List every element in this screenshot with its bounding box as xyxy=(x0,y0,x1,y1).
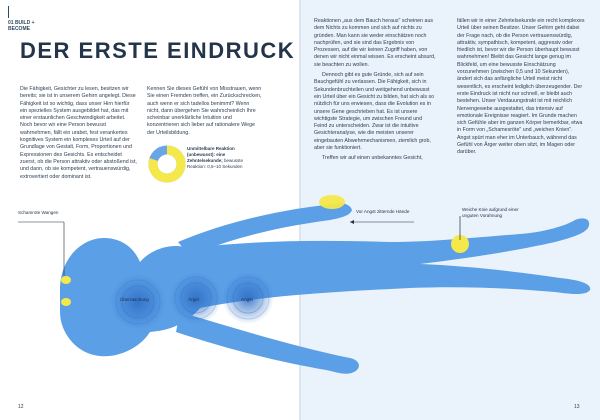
paragraph: Treffen wir auf einen unbekanntes Gesicht, xyxy=(322,155,423,162)
donut-caption xyxy=(187,146,247,170)
hand-pointer-arrow xyxy=(350,220,354,224)
paragraph: fällen wir in einer Zehntelsekunde ein recht komplexes Urteil über seinen Besitzer. Unser Gehirn geht dabei der Frage nach, ob die Person vertrauenswürdig, attraktiv, sympathisch, kompetent, aggressiv oder friedlich ist, bevor wir die Person überhaupt bewusst wahrnehmen! Bleibt das Gesicht lange genug im Blickfeld, um eine bewusste Einschätzung vorzunehmen (zwischen 0,5 und 10 Sekunden), ändert sich das anfängliche Urteil meist nicht wesentlich, es erscheint lediglich überzeugender. Der erste Eindruck ist nicht nur schnell, er bleibt auch bestehen. Unser Verdauungstrakt ist mit reichlich Nervengewebe ausgestattet, das intensiv auf emotionale Ereignisse reagiert. Im Grunde machen sich Gefühle aber im ganzen Körper bemerkbar, etwa in Form von „Schamesröte" und „weichen Knien". Angst spürt man eher im Unterbauch, während das Gefühl von Ärger weiter oben sitzt, im Magen oder darüber. xyxy=(457,18,585,156)
reaction-time-donut xyxy=(147,144,187,184)
paragraph: Kennen Sie dieses Gefühl von Misstrauen, wenn Sie einen Fremden treffen, ein Zurückschrecken, auch wenn er sich tadellos benimmt? Wenn nicht, dann übergehen Sie wahrscheinlich Ihre scheinbar unerklärliche Intuition und konzentrieren sich lieber auf rationalere Wege der Urteilsbildung. xyxy=(147,86,262,136)
page-number-right: 13 xyxy=(574,404,580,410)
donut-caption-bold: Unmittelbare Reaktion (unbewusst): eine Zehntelsekunde; xyxy=(187,146,235,163)
label-fear: Angst xyxy=(241,297,253,302)
chapter-label: 01 BUILD + BECOME xyxy=(8,20,35,32)
column-4 xyxy=(457,18,585,160)
label-knee: Weiche Knie aufgrund einer unguten Vorahnung xyxy=(462,207,519,218)
label-cheeks: Schamrote Wangen xyxy=(18,210,59,215)
paragraph: Die Fähigkeit, Gesichter zu lesen, besitzen wir bereits; sie ist in unserem Gehirn angelegt. Diese Fähigkeit ist so wichtig, dass unser Hirn hierfür ein spezielles System ausgebildet hat, das mit einer erstaunlichen Geschwindigkeit arbeitet. Noch bevor wir eine Person bewusst wahrnehmen, fällt ein urabet, fest verankertes kognitives System ein komplexes Urteil auf der Grundlage von Gestalt, Form, Proportionen und Expressionen des Gesichts. Es entscheidet zuerst, ob die Person attraktiv oder abstoßend ist, und dann, ob sie kompetent, vertrauenswürdig, extrovertiert oder dominant ist. xyxy=(20,86,137,180)
chapter-marker xyxy=(8,6,40,32)
page-number-left: 12 xyxy=(18,404,24,410)
cheek-upper xyxy=(61,276,71,284)
paragraph: Reaktionen „aus dem Bauch heraus" scheinen aus dem Nichts zu kommen und sich auf nichts zu gründen. Man kann sie weder einschätzen noch nachprüfen, und sie sind das Ergebnis von Prozessen, auf die wir keinen Zugriff haben, von denen wir nicht einmal wissen. Es erscheint absurd, sie beachten zu wollen. xyxy=(314,18,436,68)
label-surprise: Überraschung xyxy=(120,297,149,302)
column-2 xyxy=(147,86,263,140)
chapter-bar xyxy=(8,6,9,18)
cheek-lower xyxy=(61,298,71,306)
paragraph: Dennoch gibt es gute Gründe, sich auf sein Bauchgefühl zu verlassen. Die Fähigkeit, sich in Sekundenbruchteilen und weitgehend unbewusst ein Urteil über ein Gesicht zu bilden, hat sich als so nützlich für uns erwiesen, dass die Evolution es in unsere Gene geschrieben hat. Es ist unsere wichtigste Strategie, um zwischen Freund und Feind zu unterscheiden. Zwar ist die intuitive Gesichteranalyse, wie die meisten unserer eingebauten Abwehrmechanismen, ziemlich grob, aber sie funktioniert. xyxy=(314,72,435,152)
label-anger: Ärger xyxy=(188,297,200,302)
hand-highlight xyxy=(319,195,345,209)
label-hands: Vor Angst zitternde Hände xyxy=(356,209,410,214)
page-title: DER ERSTE EINDRUCK xyxy=(20,38,296,63)
column-3 xyxy=(314,18,436,166)
column-1 xyxy=(20,86,138,184)
donut-caption-regular: bewusste Reaktion: 0,5–10 Sekunden xyxy=(187,158,244,169)
